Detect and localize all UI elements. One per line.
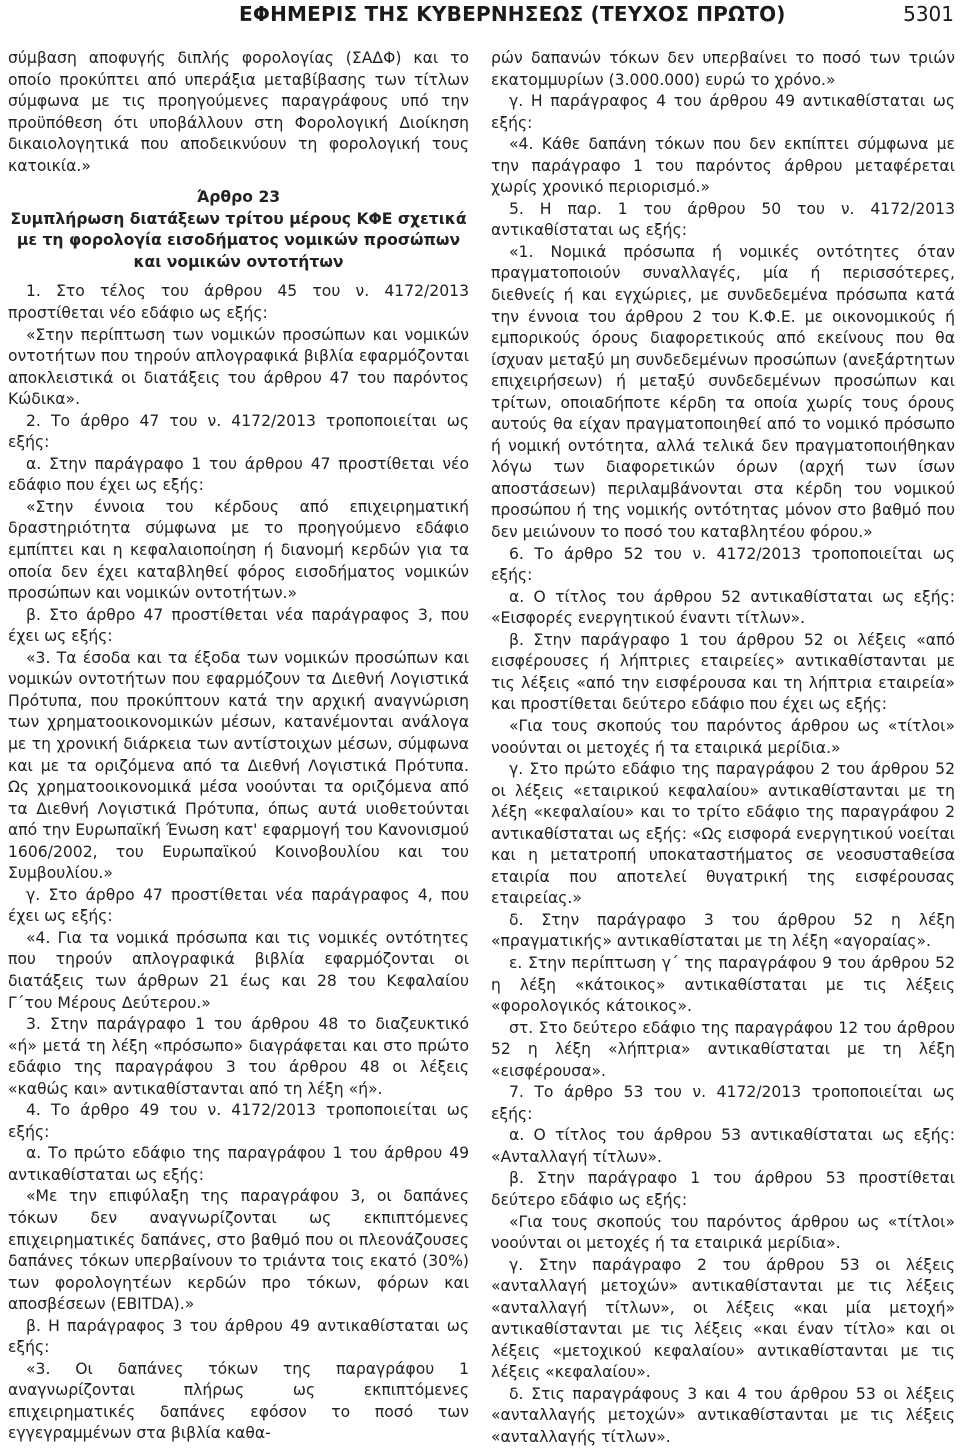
paragraph: γ. Η παράγραφος 4 του άρθρου 49 αντικαθίσταται ως εξής: — [491, 92, 955, 132]
article-title: Συμπλήρωση διατάξεων τρίτου μέρους ΚΦΕ σχετικά με τη φορολογία εισοδήματος νομικών προσώπων και νομικών οντοτήτων — [10, 209, 467, 271]
paragraph: 5. Η παρ. 1 του άρθρου 50 του ν. 4172/2013 αντικαθίσταται ως εξής: — [491, 199, 955, 240]
paragraph: «4. Κάθε δαπάνη τόκων που δεν εκπίπτει σύμφωνα με την παράγραφο 1 του παρόντος άρθρου μεταφέρεται χωρίς χρονικό περιορισμό.» — [491, 135, 955, 197]
paragraph: «Για τους σκοπούς του παρόντος άρθρου ως «τίτλοι» νοούνται οι μετοχές ή τα εταιρικά μερίδια». — [491, 1212, 955, 1253]
paragraph: β. Στην παράγραφο 1 του άρθρου 53 προστίθεται δεύτερο εδάφιο ως εξής: — [491, 1169, 955, 1209]
paragraph: «3. Οι δαπάνες τόκων της παραγράφου 1 αναγνωρίζονται πλήρως ως εκπιπτόμενες επιχειρηματικές δαπάνες εφόσον το ποσό των εγγεγραμμένων στα βιβλία καθα- — [8, 1359, 469, 1443]
paragraph: δ. Στις παραγράφους 3 και 4 του άρθρου 53 οι λέξεις «ανταλλαγής μετοχών» αντικαθίστανται με τις λέξεις «ανταλλαγής τίτλων». — [491, 1384, 955, 1446]
paragraph: στ. Στο δεύτερο εδάφιο της παραγράφου 12 του άρθρου 52 η λέξη «λήπτρια» αντικαθίσταται με τη λέξη «εισφέρουσα». — [491, 1018, 955, 1080]
paragraph: α. Ο τίτλος του άρθρου 53 αντικαθίσταται ως εξής: «Ανταλλαγή τίτλων». — [491, 1126, 955, 1166]
paragraph: ρών δαπανών τόκων δεν υπερβαίνει το ποσό των τριών εκατομμυρίων (3.000.000) ευρώ το χρόνο.» — [491, 49, 955, 89]
paragraph: α. Το πρώτο εδάφιο της παραγράφου 1 του άρθρου 49 αντικαθίσταται ως εξής: — [8, 1144, 469, 1184]
paragraph: 2. Το άρθρο 47 του ν. 4172/2013 τροποποιείται ως εξής: — [8, 411, 469, 452]
paragraph: ε. Στην περίπτωση γ΄ της παραγράφου 9 του άρθρου 52 η λέξη «κάτοικος» αντικαθίσταται με τις λέξεις «φορολογικός κάτοικος». — [491, 953, 955, 1016]
paragraph: «Στην έννοια του κέρδους από επιχειρηματική δραστηριότητα σύμφωνα με το προηγούμενο εδάφιο εμπίπτει και η κεφαλαιοποίηση ή διανομή κερδών για τα οποία δεν έχει καταβληθεί φόρος εισοδήματος νομικών προσώπων και νομικών οντοτήτων.» — [8, 497, 469, 603]
paragraph: «1. Νομικά πρόσωπα ή νομικές οντότητες όταν πραγματοποιούν συναλλαγές, μία ή περισσότερες, διεθνείς ή και εγχώριες, με συνδεδεμένα πρόσωπα κατά την έννοια του άρθρου 2 του Κ.Φ.Ε. με οικονομικούς ή εμπορικούς όρους διαφορετικούς από εκείνους που θα ίσχυαν μεταξύ μη συνδεδεμένων προσώπων (ανεξάρτητων επιχειρήσεων) ή μεταξύ συνδεδεμένων προσώπων και τρίτων, οποιαδήποτε κέρδη τα οποία χωρίς τους όρους αυτούς θα είχαν πραγματοποιηθεί από το νομικό πρόσωπο ή νομική οντότητα, αλλά τελικά δεν πραγματοποιήθηκαν λόγω των διαφορετικών όρων (αρχή των ίσων αποστάσεων) περιλαμβάνονται στα κέρδη του νομικού προσώπου ή της νομικής οντότητας μόνον στο βαθμό που δεν μειώνουν το ποσό του καταβλητέου φόρου.» — [491, 242, 955, 542]
paragraph: γ. Στο άρθρο 47 προστίθεται νέα παράγραφος 4, που έχει ως εξής: — [8, 885, 469, 926]
gazette-title: ΕΦΗΜΕΡΙΣ ΤΗΣ ΚΥΒΕΡΝΗΣΕΩΣ (ΤΕΥΧΟΣ ΠΡΩΤΟ) — [239, 2, 786, 26]
paragraph: «Με την επιφύλαξη της παραγράφου 3, οι δαπάνες τόκων δεν αναγνωρίζονται ως εκπιπτόμενες επιχειρηματικές δαπάνες, στο βαθμό που οι πλεονάζουσες δαπάνες τόκων υπερβαίνουν το τριάντα τοις εκατό (30%) των φορολογητέων κερδών προ τόκων, φόρων και αποσβέσεων (EBITDA).» — [8, 1187, 469, 1314]
paragraph: β. Στην παράγραφο 1 του άρθρου 52 οι λέξεις «από εισφέρουσες ή λήπτριες εταιρείες» αντικαθίστανται με τις λέξεις «από την εισφέρουσα και τη λήπτρια εταιρεία» και προστίθεται δεύτερο εδάφιο που έχει ως εξής: — [491, 630, 955, 714]
paragraph: 1. Στο τέλος του άρθρου 45 του ν. 4172/2013 προστίθεται νέο εδάφιο ως εξής: — [8, 282, 469, 323]
paragraph: γ. Στην παράγραφο 2 του άρθρου 53 οι λέξεις «ανταλλαγή μετοχών» αντικαθίστανται με τις λέξεις «ανταλλαγή τίτλων», οι λέξεις «και μία μετοχή» αντικαθίστανται με τις λέξεις «και έναν τίτλο» και οι λέξεις «μετοχικού κεφαλαίου» αντικαθίστανται με τις λέξεις «κεφαλαίου». — [491, 1255, 955, 1382]
paragraph: 4. Το άρθρο 49 του ν. 4172/2013 τροποποιείται ως εξής: — [8, 1101, 469, 1141]
paragraph: δ. Στην παράγραφο 3 του άρθρου 52 η λέξη «πραγματικής» αντικαθίσταται με τη λέξη «αγοραίας». — [491, 910, 955, 951]
paragraph: «Για τους σκοπούς του παρόντος άρθρου ως «τίτλοι» νοούνται οι μετοχές ή τα εταιρικά μερίδια.» — [491, 716, 955, 757]
paragraph: «3. Τα έσοδα και τα έξοδα των νομικών προσώπων και νομικών οντοτήτων που εφαρμόζουν τα Διεθνή Λογιστικά Πρότυπα, που προκύπτουν κατά την αρχική αναγνώριση των χρηματοοικονομικών μέσων, κατανέμονται ανάλογα με τη χρονική διάρκεια των αντίστοιχων μέσων, σύμφωνα και με τα οριζόμενα από τα Διεθνή Λογιστικά Πρότυπα. Ως χρηματοοικονομικά μέσα νοούνται τα οριζόμενα από τα Διεθνή Λογιστικά Πρότυπα, όπως αυτά υιοθετούνται από την Ευρωπαϊκή Ένωση κατ' εφαρμογή του Κανονισμού 1606/2002, του Ευρωπαϊκού Κοινοβουλίου και του Συμβουλίου.» — [8, 648, 469, 883]
page-number: 5301 — [903, 2, 954, 26]
paragraph: β. Στο άρθρο 47 προστίθεται νέα παράγραφος 3, που έχει ως εξής: — [8, 605, 469, 646]
paragraph: 6. Το άρθρο 52 του ν. 4172/2013 τροποποιείται ως εξής: — [491, 544, 955, 585]
article-number: Άρθρο 23 — [196, 188, 281, 207]
paragraph: α. Στην παράγραφο 1 του άρθρου 47 προστίθεται νέο εδάφιο που έχει ως εξής: — [8, 454, 469, 495]
paragraph: 7. Το άρθρο 53 του ν. 4172/2013 τροποποιείται ως εξής: — [491, 1083, 955, 1123]
page-header — [0, 0, 960, 36]
paragraph: γ. Στο πρώτο εδάφιο της παραγράφου 2 του άρθρου 52 οι λέξεις «εταιρικού κεφαλαίου» αντικαθίστανται με τη λέξη «κεφαλαίου» και το τρίτο εδάφιο της παραγράφου 2 αντικαθίσταται ως εξής: «Ως εισφορά ενεργητικού νοείται και η μετατροπή υποκαταστήματος σε νεοσυσταθείσα εταιρία που αποτελεί θυγατρική της εισφέρουσας εταιρείας.» — [491, 760, 955, 908]
paragraph: 3. Στην παράγραφο 1 του άρθρου 48 το διαζευκτικό «ή» μετά τη λέξη «πρόσωπο» διαγράφεται και στο πρώτο εδάφιο της παραγράφου 3 του άρθρου 48 οι λέξεις «καθώς και» αντικαθίστανται από τη λέξη «ή». — [8, 1015, 469, 1098]
left-column — [8, 48, 469, 1445]
right-column — [491, 48, 955, 1449]
paragraph: «Στην περίπτωση των νομικών προσώπων και νομικών οντοτήτων που τηρούν απλογραφικά βιβλία εφαρμόζονται αποκλειστικά οι διατάξεις του άρθρου 47 του παρόντος Κώδικα». — [8, 325, 469, 409]
paragraph: α. Ο τίτλος του άρθρου 52 αντικαθίσταται ως εξής: «Εισφορές ενεργητικού έναντι τίτλων». — [491, 587, 955, 628]
paragraph: σύμβαση αποφυγής διπλής φορολογίας (ΣΑΔΦ) και το οποίο προκύπτει από υπεράξια μεταβίβασης των τίτλων σύμφωνα με τις προηγούμενες παραγράφους υπό την προϋπόθεση ότι υποβάλλουν στη Φορολογική Διοίκηση δικαιολογητικά που αποδεικνύουν τη φορολογική τους κατοικία.» — [8, 49, 469, 175]
paragraph: β. Η παράγραφος 3 του άρθρου 49 αντικαθίσταται ως εξής: — [8, 1316, 469, 1357]
paragraph: «4. Για τα νομικά πρόσωπα και τις νομικές οντότητες που τηρούν απλογραφικά βιβλία εφαρμόζονται οι διατάξεις των άρθρων 21 έως και 28 του Κεφαλαίου Γ΄του Μέρους Δεύτερου.» — [8, 928, 469, 1012]
